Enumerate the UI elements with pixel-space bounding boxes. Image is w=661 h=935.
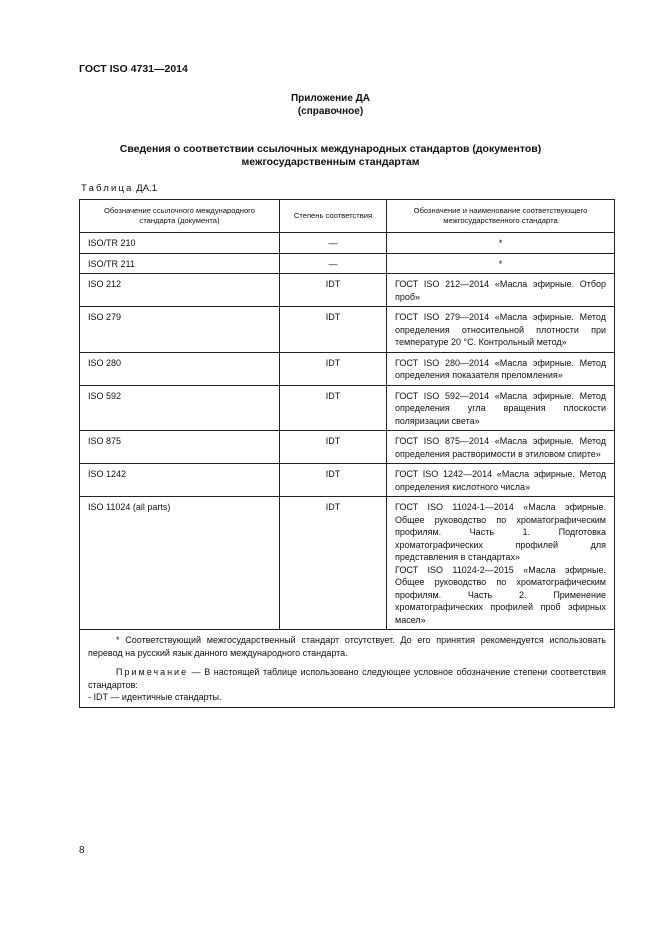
cell-code: ISO 11024 (all parts)	[80, 497, 280, 630]
footnote: * Соответствующий межгосударственный стандарт отсутствует. До его принятия рекомендуется использовать перевод на русский язык данного международного стандарта.	[88, 635, 606, 658]
cell-title: ГОСТ ISO 1242—2014 «Масла эфирные. Метод определения кислотного числа»	[387, 464, 615, 497]
table-caption	[81, 183, 157, 194]
column-header-reference: Обозначение ссылочного международного стандарта (документа)	[80, 200, 280, 233]
cell-degree: —	[280, 253, 387, 274]
table-caption-word: Таблица	[81, 183, 134, 194]
note-text: — В настоящей таблице использовано следующее условное обозначение степени соответствия стандартов:	[88, 667, 606, 690]
column-header-degree: Степень соответствия	[280, 200, 387, 233]
cell-degree: IDT	[280, 431, 387, 464]
cell-title-part-1: ГОСТ ISO 11024-1—2014 «Масла эфирные. Общее руководство по хроматографическим профилям. Часть 1. Подготовка хроматографических профилей для представления в стандартах»	[395, 502, 606, 562]
cell-title	[387, 497, 615, 630]
appendix-block	[0, 92, 661, 118]
table-header-row	[80, 200, 615, 233]
cell-code: ISO 875	[80, 431, 280, 464]
cell-title: *	[387, 253, 615, 274]
cell-title: ГОСТ ISO 212—2014 «Масла эфирные. Отбор проб»	[387, 274, 615, 307]
table-row	[80, 274, 615, 307]
table-row	[80, 431, 615, 464]
table-row	[80, 233, 615, 254]
table-row	[80, 497, 615, 630]
table-row	[80, 253, 615, 274]
cell-degree: —	[280, 233, 387, 254]
table-row	[80, 352, 615, 385]
note	[88, 666, 606, 691]
cell-degree: IDT	[280, 274, 387, 307]
column-header-interstate: Обозначение и наименование соответствующего межгосударственного стандарта	[387, 200, 615, 233]
table-row	[80, 464, 615, 497]
table-footer-row	[80, 630, 615, 708]
table-row	[80, 307, 615, 353]
correspondence-table	[79, 199, 615, 708]
cell-title: ГОСТ ISO 875—2014 «Масла эфирные. Метод определения растворимости в этиловом спирте»	[387, 431, 615, 464]
cell-title: ГОСТ ISO 279—2014 «Масла эфирные. Метод определения относительной плотности при температуре 20 °C. Контрольный метод»	[387, 307, 615, 353]
appendix-subtitle: (справочное)	[297, 106, 364, 117]
cell-degree: IDT	[280, 307, 387, 353]
cell-code: ISO 280	[80, 352, 280, 385]
document-code: ГОСТ ISO 4731—2014	[79, 63, 188, 75]
cell-code: ISO/TR 211	[80, 253, 280, 274]
table-footer	[80, 630, 615, 708]
note-word: Примечание	[116, 667, 189, 677]
cell-title: *	[387, 233, 615, 254]
cell-degree: IDT	[280, 385, 387, 431]
cell-code: ISO 1242	[80, 464, 280, 497]
section-heading	[0, 143, 661, 169]
cell-degree: IDT	[280, 352, 387, 385]
page-number: 8	[79, 845, 85, 856]
cell-title: ГОСТ ISO 280—2014 «Масла эфирные. Метод определения показателя преломления»	[387, 352, 615, 385]
cell-code: ISO/TR 210	[80, 233, 280, 254]
table-caption-number: ДА.1	[133, 183, 157, 194]
section-heading-line-1: Сведения о соответствии ссылочных международных стандартов (документов)	[119, 143, 542, 155]
appendix-title: Приложение ДА	[290, 93, 371, 104]
cell-title: ГОСТ ISO 592—2014 «Масла эфирные. Метод определения угла вращения плоскости поляризации света»	[387, 385, 615, 431]
cell-title-part-2: ГОСТ ISO 11024-2—2015 «Масла эфирные. Общее руководство по хроматографическим профилям. Часть 2. Применение хроматографических профилей проб эфирных масел»	[395, 564, 606, 625]
cell-code: ISO 592	[80, 385, 280, 431]
section-heading-line-2: межгосударственным стандартам	[241, 156, 420, 168]
cell-degree: IDT	[280, 464, 387, 497]
cell-degree: IDT	[280, 497, 387, 630]
cell-code: ISO 212	[80, 274, 280, 307]
note-item: - IDT — идентичные стандарты.	[88, 692, 222, 702]
table-row	[80, 385, 615, 431]
cell-code: ISO 279	[80, 307, 280, 353]
